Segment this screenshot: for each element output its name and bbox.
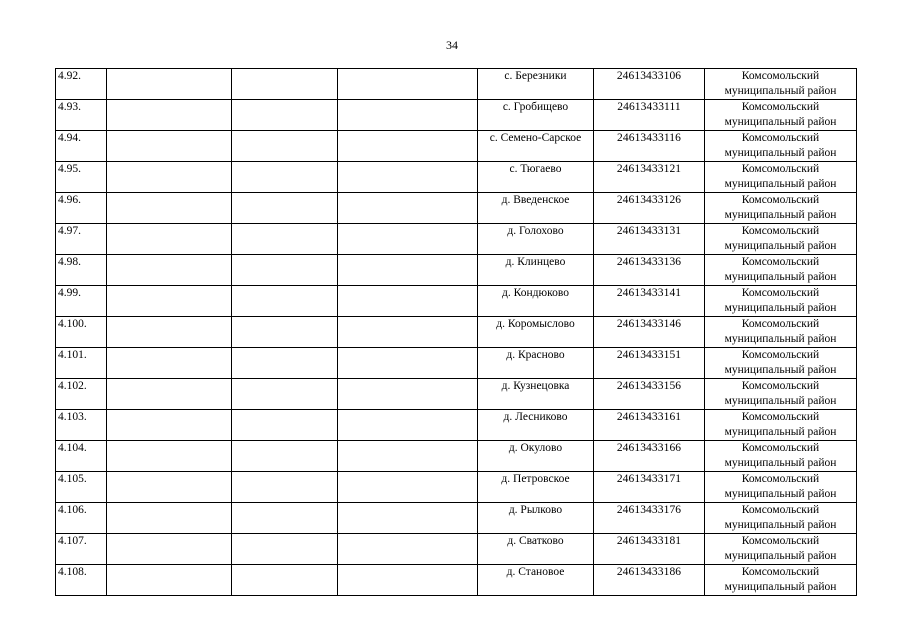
table-row [56,348,857,379]
row-number-cell: 4.92. [56,69,107,100]
blank-cell-3 [232,379,338,410]
row-number-cell: 4.100. [56,317,107,348]
settlement-name-cell: д. Сватково [478,534,594,565]
table-body [56,69,857,596]
district-cell [705,131,857,162]
settlement-name-cell: д. Клинцево [478,255,594,286]
district-cell [705,224,857,255]
district-line-1: Комсомольский [741,349,820,361]
settlement-name-cell: д. Красново [478,348,594,379]
district-line-2: муниципальный район [724,395,837,407]
district-cell [705,317,857,348]
district-cell [705,286,857,317]
row-number-cell: 4.108. [56,565,107,596]
blank-cell-2 [107,441,232,472]
blank-cell-3 [232,503,338,534]
district-line-1: Комсомольский [741,101,820,113]
table-row [56,100,857,131]
settlement-name-cell: д. Кондюково [478,286,594,317]
settlement-name-cell: д. Кузнецовка [478,379,594,410]
table-row [56,224,857,255]
row-number-cell: 4.107. [56,534,107,565]
district-cell [705,100,857,131]
district-line-1: Комсомольский [741,473,820,485]
row-number-cell: 4.94. [56,131,107,162]
district-line-2: муниципальный район [724,519,837,531]
district-line-2: муниципальный район [724,240,837,252]
settlements-table [55,68,857,596]
settlement-name-cell: д. Окулово [478,441,594,472]
district-line-2: муниципальный район [724,85,837,97]
district-cell [705,503,857,534]
row-number-cell: 4.93. [56,100,107,131]
district-line-2: муниципальный район [724,364,837,376]
row-number-cell: 4.95. [56,162,107,193]
district-cell [705,162,857,193]
oktmo-code-cell: 24613433161 [594,410,705,441]
district-line-2: муниципальный район [724,116,837,128]
table-row [56,255,857,286]
district-line-2: муниципальный район [724,147,837,159]
district-cell [705,472,857,503]
district-line-2: муниципальный район [724,426,837,438]
district-line-1: Комсомольский [741,411,820,423]
district-line-1: Комсомольский [741,380,820,392]
oktmo-code-cell: 24613433121 [594,162,705,193]
page-number: 34 [446,38,458,52]
blank-cell-2 [107,255,232,286]
district-line-2: муниципальный район [724,302,837,314]
settlement-name-cell: д. Лесниково [478,410,594,441]
table-row [56,410,857,441]
oktmo-code-cell: 24613433171 [594,472,705,503]
district-line-1: Комсомольский [741,318,820,330]
district-cell [705,348,857,379]
blank-cell-4 [338,193,478,224]
blank-cell-2 [107,410,232,441]
district-cell [705,193,857,224]
row-number-cell: 4.97. [56,224,107,255]
settlement-name-cell: д. Введенское [478,193,594,224]
blank-cell-4 [338,255,478,286]
oktmo-code-cell: 24613433136 [594,255,705,286]
blank-cell-2 [107,348,232,379]
row-number-cell: 4.104. [56,441,107,472]
settlement-name-cell: д. Коромыслово [478,317,594,348]
blank-cell-2 [107,286,232,317]
district-line-1: Комсомольский [741,504,820,516]
blank-cell-3 [232,348,338,379]
table-row [56,503,857,534]
oktmo-code-cell: 24613433116 [594,131,705,162]
table-row [56,162,857,193]
row-number-cell: 4.96. [56,193,107,224]
settlement-name-cell: с. Семено-Сарское [478,131,594,162]
blank-cell-4 [338,317,478,348]
district-cell [705,441,857,472]
table-row [56,534,857,565]
table-row [56,441,857,472]
blank-cell-3 [232,255,338,286]
oktmo-code-cell: 24613433186 [594,565,705,596]
district-line-1: Комсомольский [741,287,820,299]
district-line-1: Комсомольский [741,225,820,237]
blank-cell-2 [107,503,232,534]
blank-cell-3 [232,565,338,596]
oktmo-code-cell: 24613433111 [594,100,705,131]
blank-cell-4 [338,348,478,379]
oktmo-code-cell: 24613433181 [594,534,705,565]
table-row [56,472,857,503]
blank-cell-2 [107,69,232,100]
row-number-cell: 4.105. [56,472,107,503]
oktmo-code-cell: 24613433151 [594,348,705,379]
table-row [56,131,857,162]
blank-cell-3 [232,441,338,472]
blank-cell-4 [338,565,478,596]
blank-cell-4 [338,410,478,441]
district-cell [705,534,857,565]
settlement-name-cell: д. Петровское [478,472,594,503]
blank-cell-2 [107,534,232,565]
district-line-2: муниципальный район [724,178,837,190]
district-line-1: Комсомольский [741,194,820,206]
table-row [56,193,857,224]
blank-cell-3 [232,224,338,255]
blank-cell-4 [338,162,478,193]
blank-cell-2 [107,193,232,224]
blank-cell-2 [107,224,232,255]
blank-cell-3 [232,131,338,162]
district-cell [705,410,857,441]
district-cell [705,565,857,596]
oktmo-code-cell: 24613433106 [594,69,705,100]
blank-cell-3 [232,162,338,193]
blank-cell-3 [232,534,338,565]
blank-cell-2 [107,565,232,596]
oktmo-code-cell: 24613433146 [594,317,705,348]
table-row [56,379,857,410]
blank-cell-4 [338,131,478,162]
district-line-2: муниципальный район [724,550,837,562]
settlement-name-cell: д. Становое [478,565,594,596]
table-row [56,317,857,348]
district-line-1: Комсомольский [741,132,820,144]
oktmo-code-cell: 24613433126 [594,193,705,224]
table-row [56,286,857,317]
blank-cell-3 [232,286,338,317]
oktmo-code-cell: 24613433156 [594,379,705,410]
blank-cell-3 [232,100,338,131]
district-cell [705,379,857,410]
blank-cell-4 [338,503,478,534]
district-line-1: Комсомольский [741,535,820,547]
blank-cell-4 [338,472,478,503]
blank-cell-2 [107,379,232,410]
row-number-cell: 4.99. [56,286,107,317]
district-line-1: Комсомольский [741,70,820,82]
district-line-2: муниципальный район [724,488,837,500]
blank-cell-3 [232,410,338,441]
blank-cell-3 [232,317,338,348]
row-number-cell: 4.102. [56,379,107,410]
district-line-1: Комсомольский [741,566,820,578]
blank-cell-3 [232,193,338,224]
blank-cell-4 [338,224,478,255]
blank-cell-3 [232,472,338,503]
blank-cell-4 [338,534,478,565]
blank-cell-4 [338,100,478,131]
district-line-2: муниципальный район [724,333,837,345]
blank-cell-2 [107,162,232,193]
district-line-2: муниципальный район [724,581,837,593]
table-row [56,69,857,100]
row-number-cell: 4.101. [56,348,107,379]
blank-cell-2 [107,131,232,162]
settlement-name-cell: с. Тюгаево [478,162,594,193]
district-cell [705,69,857,100]
oktmo-code-cell: 24613433166 [594,441,705,472]
settlement-name-cell: д. Рылково [478,503,594,534]
settlement-name-cell: д. Голохово [478,224,594,255]
district-line-2: муниципальный район [724,457,837,469]
row-number-cell: 4.98. [56,255,107,286]
blank-cell-2 [107,100,232,131]
settlement-name-cell: с. Березники [478,69,594,100]
blank-cell-4 [338,69,478,100]
blank-cell-2 [107,317,232,348]
blank-cell-3 [232,69,338,100]
row-number-cell: 4.103. [56,410,107,441]
blank-cell-2 [107,472,232,503]
table-row [56,565,857,596]
blank-cell-4 [338,286,478,317]
oktmo-code-cell: 24613433131 [594,224,705,255]
blank-cell-4 [338,379,478,410]
district-cell [705,255,857,286]
district-line-1: Комсомольский [741,256,820,268]
row-number-cell: 4.106. [56,503,107,534]
district-line-2: муниципальный район [724,271,837,283]
district-line-2: муниципальный район [724,209,837,221]
oktmo-code-cell: 24613433141 [594,286,705,317]
settlement-name-cell: с. Гробищево [478,100,594,131]
district-line-1: Комсомольский [741,163,820,175]
district-line-1: Комсомольский [741,442,820,454]
oktmo-code-cell: 24613433176 [594,503,705,534]
blank-cell-4 [338,441,478,472]
